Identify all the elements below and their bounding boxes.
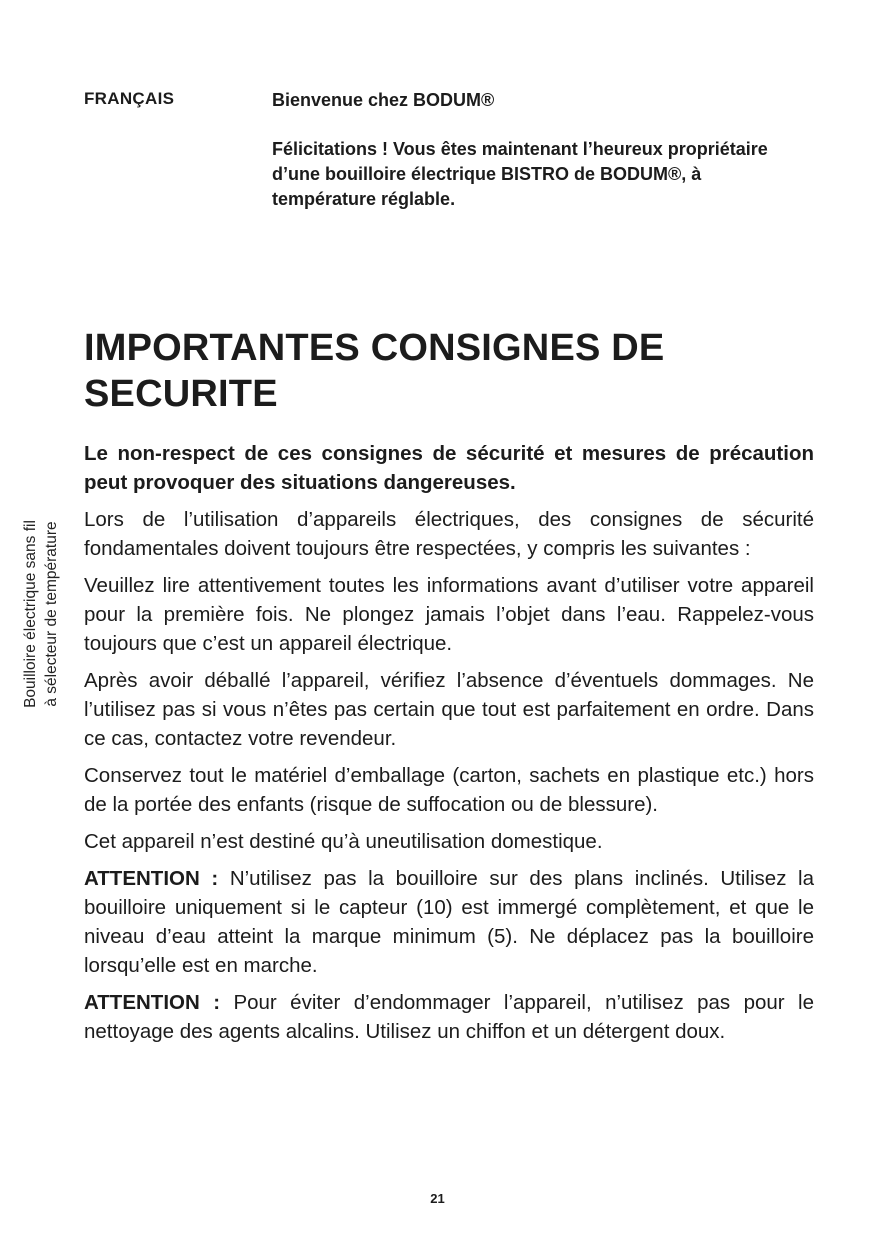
congratulations-text: Félicitations ! Vous êtes maintenant l’heureux propriétaire d’une bouilloire électrique BISTRO de BODUM®, à température réglable. bbox=[272, 139, 768, 209]
safety-section bbox=[84, 325, 814, 1046]
warning-label: ATTENTION : bbox=[84, 867, 219, 890]
warning-paragraph-2 bbox=[84, 988, 814, 1046]
vertical-label-line-1: Bouilloire électrique sans fil bbox=[22, 520, 39, 708]
welcome-heading: Bienvenue chez BODUM® bbox=[272, 90, 495, 110]
paragraph: Cet appareil n’est destiné qu’à uneutilisation domestique. bbox=[84, 830, 603, 853]
warning-paragraph-1 bbox=[84, 864, 814, 980]
language-label: FRANÇAIS bbox=[84, 89, 175, 108]
paragraph: Après avoir déballé l’appareil, vérifiez l’absence d’éventuels dommages. Ne l’utilisez pas si vous n’êtes pas certain que tout est parfaitement en ordre. Dans ce cas, contactez votre revendeur. bbox=[84, 669, 814, 750]
warning-text: Pour éviter d’endommager l’appareil, n’utilisez pas pour le nettoyage des agents alcalins. Utilisez un chiffon et un détergent doux. bbox=[84, 991, 815, 1043]
vertical-label-line-2: à sélecteur de température bbox=[43, 521, 60, 707]
warning-label: ATTENTION : bbox=[84, 991, 221, 1014]
section-title: IMPORTANTES CONSIGNES DE SECURITE bbox=[84, 327, 665, 415]
paragraph: Conservez tout le matériel d’emballage (carton, sachets en plastique etc.) hors de la portée des enfants (risque de suffocation ou de blessure). bbox=[84, 764, 814, 816]
vertical-product-label bbox=[20, 484, 62, 744]
paragraph: Veuillez lire attentivement toutes les informations avant d’utiliser votre appareil pour la première fois. Ne plongez jamais l’objet dans l’eau. Rappelez-vous toujours que c’est un appareil électrique. bbox=[84, 574, 814, 655]
warning-text: N’utilisez pas la bouilloire sur des plans inclinés. Utilisez la bouilloire uniquement si le capteur (10) est immergé complètement, et que le niveau d’eau atteint la marque minimum (5). Ne déplacez pas la bouilloire lorsqu’elle est en marche. bbox=[84, 867, 815, 977]
page-number: 21 bbox=[430, 1191, 445, 1206]
paragraph: Lors de l’utilisation d’appareils électriques, des consignes de sécurité fondamentales doivent toujours être respectées, y compris les suivantes : bbox=[84, 508, 814, 560]
intro-block bbox=[272, 88, 792, 212]
lead-paragraph: Le non-respect de ces consignes de sécurité et mesures de précaution peut provoquer des situations dangereuses. bbox=[84, 442, 814, 494]
